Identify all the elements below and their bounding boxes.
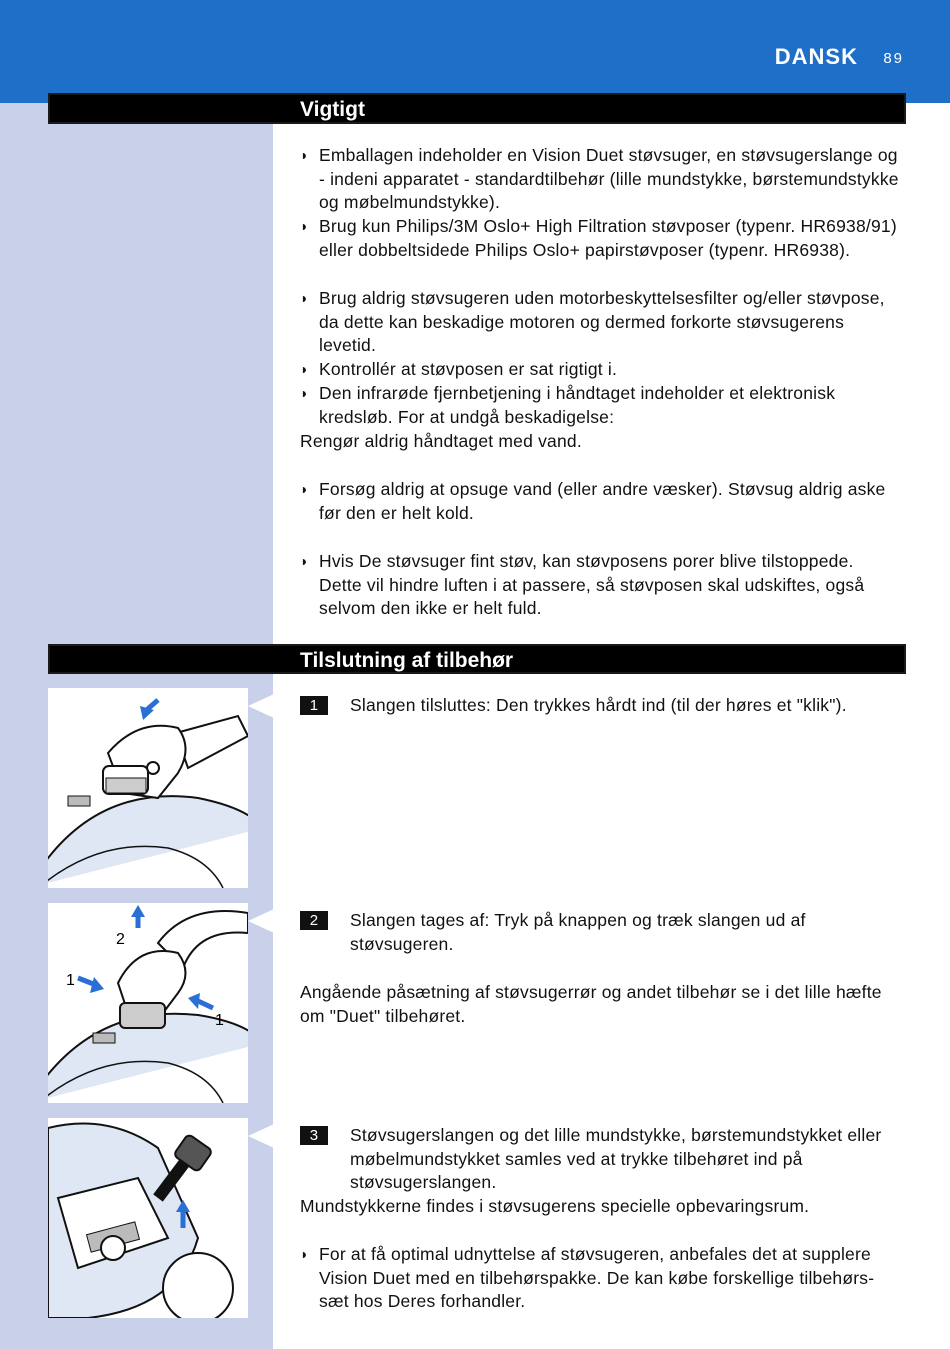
step-item	[300, 1124, 900, 1195]
bullet-item	[300, 382, 900, 429]
bullet-text: Hvis De støvsuger fint støv, kan støvposens porer blive tilstoppede. Dette vil hindre luften i at passere, så støvposen skal udskiftes, også selvom den ikke er helt fuld.	[319, 551, 865, 619]
figure-label-1-left: 1	[66, 972, 75, 989]
step-item	[300, 694, 900, 718]
hose-remove-drawing	[48, 903, 248, 1103]
bullet-text: Den infrarøde fjernbetjening i håndtaget indeholder et elektronisk kredsløb. For at undgå beskadigelse:	[319, 383, 836, 427]
step-text: Slangen tilsluttes: Den trykkes hårdt ind (til der høres et "klik").	[350, 695, 847, 715]
bullet-marker-icon: ◗	[300, 290, 309, 306]
bullet-text: Brug aldrig støvsugeren uden motorbeskyttelsesfilter og/eller støvpose, da dette kan beskadige motoren og dermed forkorte støvsugerens levetid.	[319, 288, 885, 356]
bullet-marker-icon: ◗	[300, 553, 309, 569]
note-text: Mundstykkerne findes i støvsugerens specielle opbevaringsrum.	[300, 1196, 810, 1216]
bullet-marker-icon: ◗	[300, 1246, 309, 1262]
illustration-hose-connect	[48, 688, 248, 888]
step-number: 1	[300, 696, 328, 715]
hose-connect-drawing	[48, 688, 248, 888]
bullet-item	[300, 550, 900, 621]
bullet-marker-icon: ◗	[300, 147, 309, 163]
note-text: Angående påsætning af støvsugerrør og andet tilbehør se i det lille hæfte om "Duet" tilbehøret.	[300, 982, 882, 1026]
bullet-item	[300, 1243, 900, 1314]
illustration-accessory-attach	[48, 1118, 248, 1318]
header-bar	[0, 0, 950, 103]
page-number: 89	[883, 50, 904, 67]
section-header-accessories	[48, 644, 906, 674]
illustration-pointer	[248, 909, 274, 933]
bullet-text: For at få optimal udnyttelse af støvsugeren, anbefales det at supplere Vision Duet med en tilbehørspakke. De kan købe forskellige tilbehørs-sæt hos Deres forhandler.	[319, 1244, 875, 1312]
figure-label-2: 2	[116, 931, 125, 948]
bullet-item	[300, 358, 900, 382]
step-text: Støvsugerslangen og det lille mundstykke, børstemundstykket eller møbelmundstykket samles ved at trykke tilbehøret ind på støvsugerslangen.	[350, 1125, 882, 1193]
bullet-marker-icon: ◗	[300, 481, 309, 497]
figure-label-1-right: 1	[215, 1012, 224, 1029]
bullet-marker-icon: ◗	[300, 218, 309, 234]
illustration-hose-remove	[48, 903, 248, 1103]
bullet-item	[300, 215, 900, 262]
bullet-marker-icon: ◗	[300, 385, 309, 401]
bullet-marker-icon: ◗	[300, 361, 309, 377]
section-header-important	[48, 93, 906, 124]
step-number: 3	[300, 1126, 328, 1145]
illustration-pointer	[248, 1124, 274, 1148]
step-text: Slangen tages af: Tryk på knappen og træk slangen ud af støvsugeren.	[350, 910, 806, 954]
section-title-accessories: Tilslutning af tilbehør	[300, 649, 514, 672]
bullet-item	[300, 287, 900, 358]
bullet-text: Forsøg aldrig at opsuge vand (eller andre væsker). Støvsug aldrig aske før den er helt kold.	[319, 479, 886, 523]
section-title-important: Vigtigt	[300, 98, 365, 121]
bullet-item	[300, 478, 900, 525]
bullet-text: Emballagen indeholder en Vision Duet støvsuger, en støvsugerslange og - indeni apparatet - standardtilbehør (lille mundstykke, børstemundstykke og møbelmundstykke).	[319, 145, 899, 213]
bullet-text: Brug kun Philips/3M Oslo+ High Filtration støvposer (typenr. HR6938/91) eller dobbeltsidede Philips Oslo+ papirstøvposer (typenr. HR6938).	[319, 216, 897, 260]
step-number: 2	[300, 911, 328, 930]
bullet-text: Kontrollér at støvposen er sat rigtigt i.	[319, 359, 618, 379]
accessory-attach-drawing	[48, 1118, 248, 1318]
step-item	[300, 909, 900, 956]
language-label: DANSK	[774, 44, 858, 69]
bullet-item	[300, 144, 900, 215]
note-text: Rengør aldrig håndtaget med vand.	[300, 431, 582, 451]
illustration-pointer	[248, 694, 274, 718]
